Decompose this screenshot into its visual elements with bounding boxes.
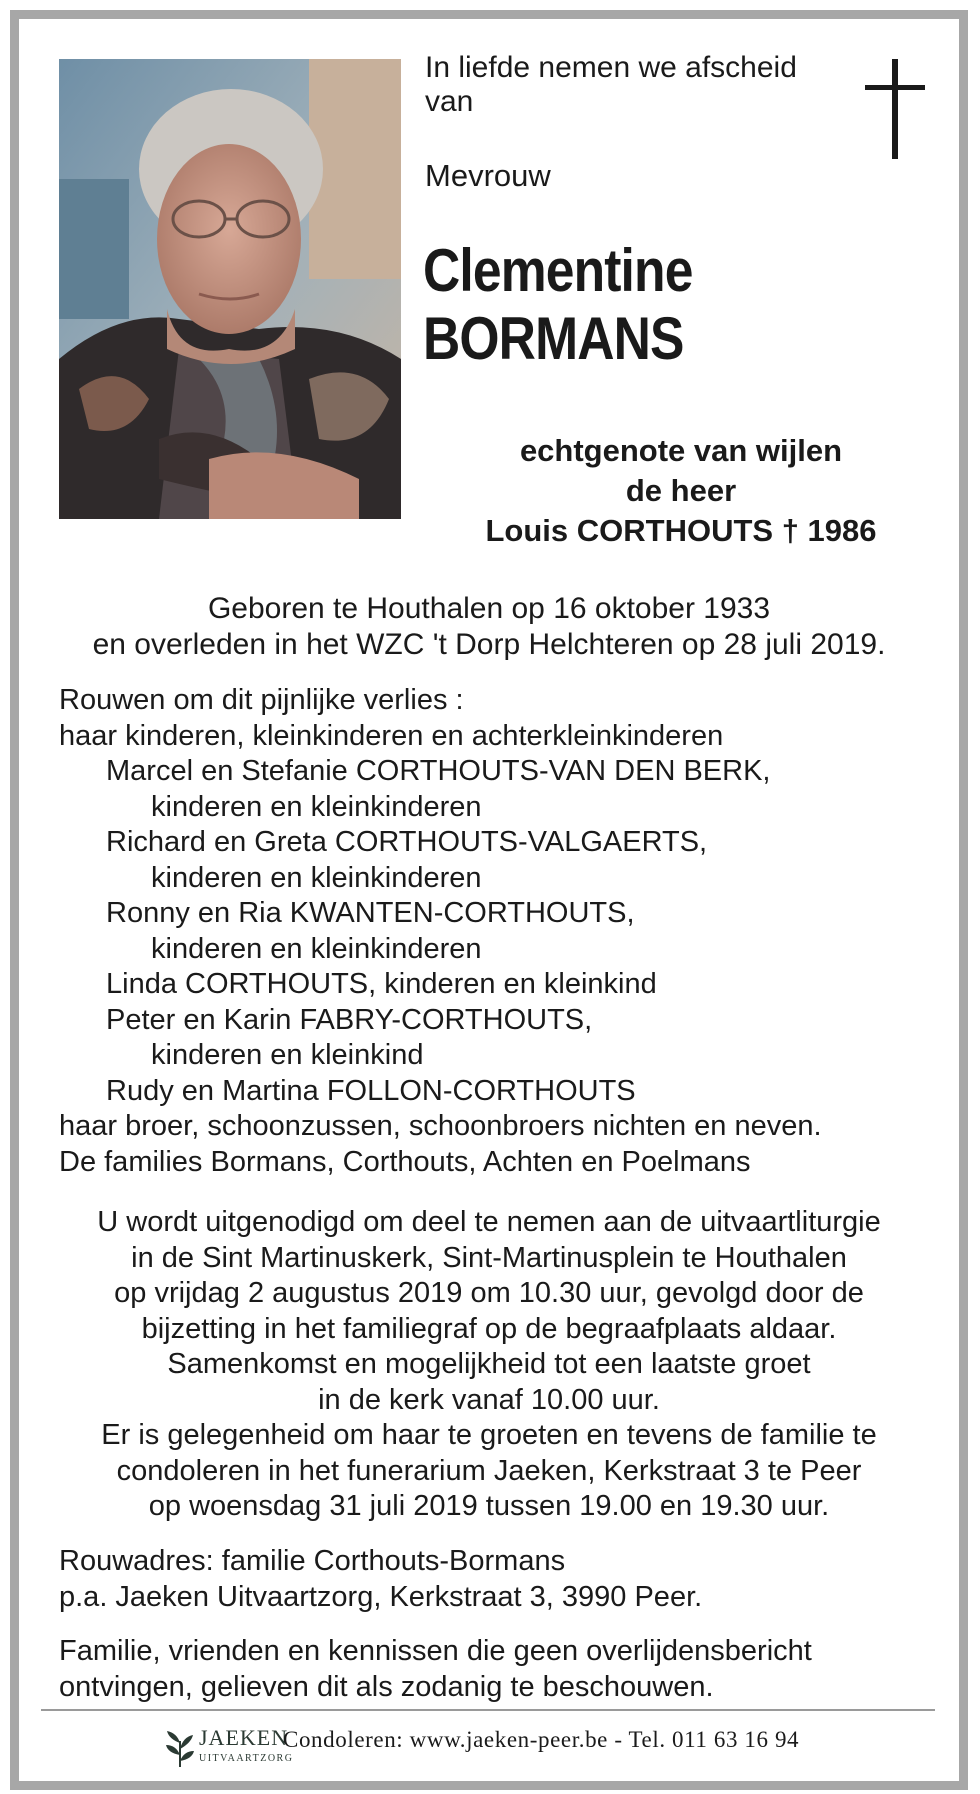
spouse-block bbox=[421, 431, 941, 551]
first-name: Clementine bbox=[423, 237, 693, 304]
invitation-line: U wordt uitgenodigd om deel te nemen aan de uitvaartliturgie bbox=[97, 1206, 881, 1238]
birth-death-info bbox=[39, 591, 939, 663]
deceased-name bbox=[423, 237, 693, 373]
invitation-line: in de Sint Martinuskerk, Sint-Martinusplein te Houthalen bbox=[131, 1241, 847, 1274]
mourner-line: haar broer, schoonzussen, schoonbroers nichten en neven. bbox=[59, 1110, 822, 1142]
mourner-line: Richard en Greta CORTHOUTS-VALGAERTS, bbox=[106, 826, 708, 858]
spouse-line: de heer bbox=[625, 473, 737, 508]
mourner-line: haar kinderen, kleinkinderen en achterkleinkinderen bbox=[59, 719, 724, 752]
mourner-line: Marcel en Stefanie CORTHOUTS-VAN DEN BERK, bbox=[106, 755, 771, 787]
footer-divider bbox=[41, 1709, 935, 1711]
portrait-photo bbox=[59, 59, 401, 519]
leaf-icon bbox=[165, 1729, 195, 1769]
mourner-line: Linda CORTHOUTS, kinderen en kleinkind bbox=[106, 968, 657, 1000]
mourner-line: kinderen en kleinkind bbox=[151, 1039, 424, 1071]
spouse-line: Louis CORTHOUTS † 1986 bbox=[485, 513, 877, 548]
logo-name: JAEKEN bbox=[199, 1725, 289, 1750]
death-notice bbox=[19, 19, 959, 1781]
note-line: ontvingen, gelieven dit als zodanig te beschouwen. bbox=[59, 1671, 714, 1703]
address-line: Rouwadres: familie Corthouts-Bormans bbox=[59, 1545, 566, 1577]
mourner-line: kinderen en kleinkinderen bbox=[151, 861, 482, 894]
died-line: en overleden in het WZC 't Dorp Helchteren op 28 juli 2019. bbox=[92, 628, 886, 661]
mourner-line: Ronny en Ria KWANTEN-CORTHOUTS, bbox=[106, 897, 635, 929]
intro-text: In liefde nemen we afscheid van bbox=[425, 51, 797, 118]
mourning-address bbox=[59, 1543, 702, 1615]
condolences-contact: Condoleren: www.jaeken-peer.be - Tel. 011 63 16 94 bbox=[283, 1727, 800, 1752]
cross-icon bbox=[865, 59, 925, 159]
born-line: Geboren te Houthalen op 16 oktober 1933 bbox=[207, 592, 771, 625]
mourner-line: De families Bormans, Corthouts, Achten en Poelmans bbox=[59, 1145, 751, 1178]
invitation-line: in de kerk vanaf 10.00 uur. bbox=[318, 1383, 660, 1416]
closing-note bbox=[59, 1633, 812, 1705]
invitation-line: Er is gelegenheid om haar te groeten en tevens de familie te bbox=[101, 1419, 877, 1451]
invitation-line: Samenkomst en mogelijkheid tot een laatste groet bbox=[167, 1348, 811, 1380]
mourner-line: kinderen en kleinkinderen bbox=[151, 790, 482, 823]
mourner-line: kinderen en kleinkinderen bbox=[151, 932, 482, 965]
last-name: BORMANS bbox=[423, 305, 684, 372]
mourners-list bbox=[59, 683, 822, 1180]
address-line: p.a. Jaeken Uitvaartzorg, Kerkstraat 3, 3990 Peer. bbox=[59, 1581, 703, 1613]
honorific: Mevrouw bbox=[425, 158, 551, 193]
invitation-line: condoleren in het funerarium Jaeken, Kerkstraat 3 te Peer bbox=[116, 1454, 862, 1487]
logo-subtitle: UITVAARTZORG bbox=[199, 1753, 294, 1764]
invitation-line: op vrijdag 2 augustus 2019 om 10.30 uur, gevolgd door de bbox=[114, 1277, 864, 1309]
footer bbox=[19, 1717, 959, 1777]
note-line: Familie, vrienden en kennissen die geen overlijdensbericht bbox=[59, 1635, 812, 1667]
invitation-line: bijzetting in het familiegraf op de begraafplaats aldaar. bbox=[141, 1312, 837, 1345]
spouse-line: echtgenote van wijlen bbox=[519, 433, 843, 468]
invitation-line: op woensdag 31 juli 2019 tussen 19.00 en 19.30 uur. bbox=[148, 1490, 830, 1522]
mourner-line: Rouwen om dit pijnlijke verlies : bbox=[59, 684, 464, 716]
death-notice-frame bbox=[10, 10, 968, 1790]
mourner-line: Rudy en Martina FOLLON-CORTHOUTS bbox=[106, 1074, 636, 1107]
mourner-line: Peter en Karin FABRY-CORTHOUTS, bbox=[106, 1003, 593, 1036]
funeral-invitation bbox=[39, 1205, 939, 1525]
jaeken-logo bbox=[165, 1725, 294, 1771]
